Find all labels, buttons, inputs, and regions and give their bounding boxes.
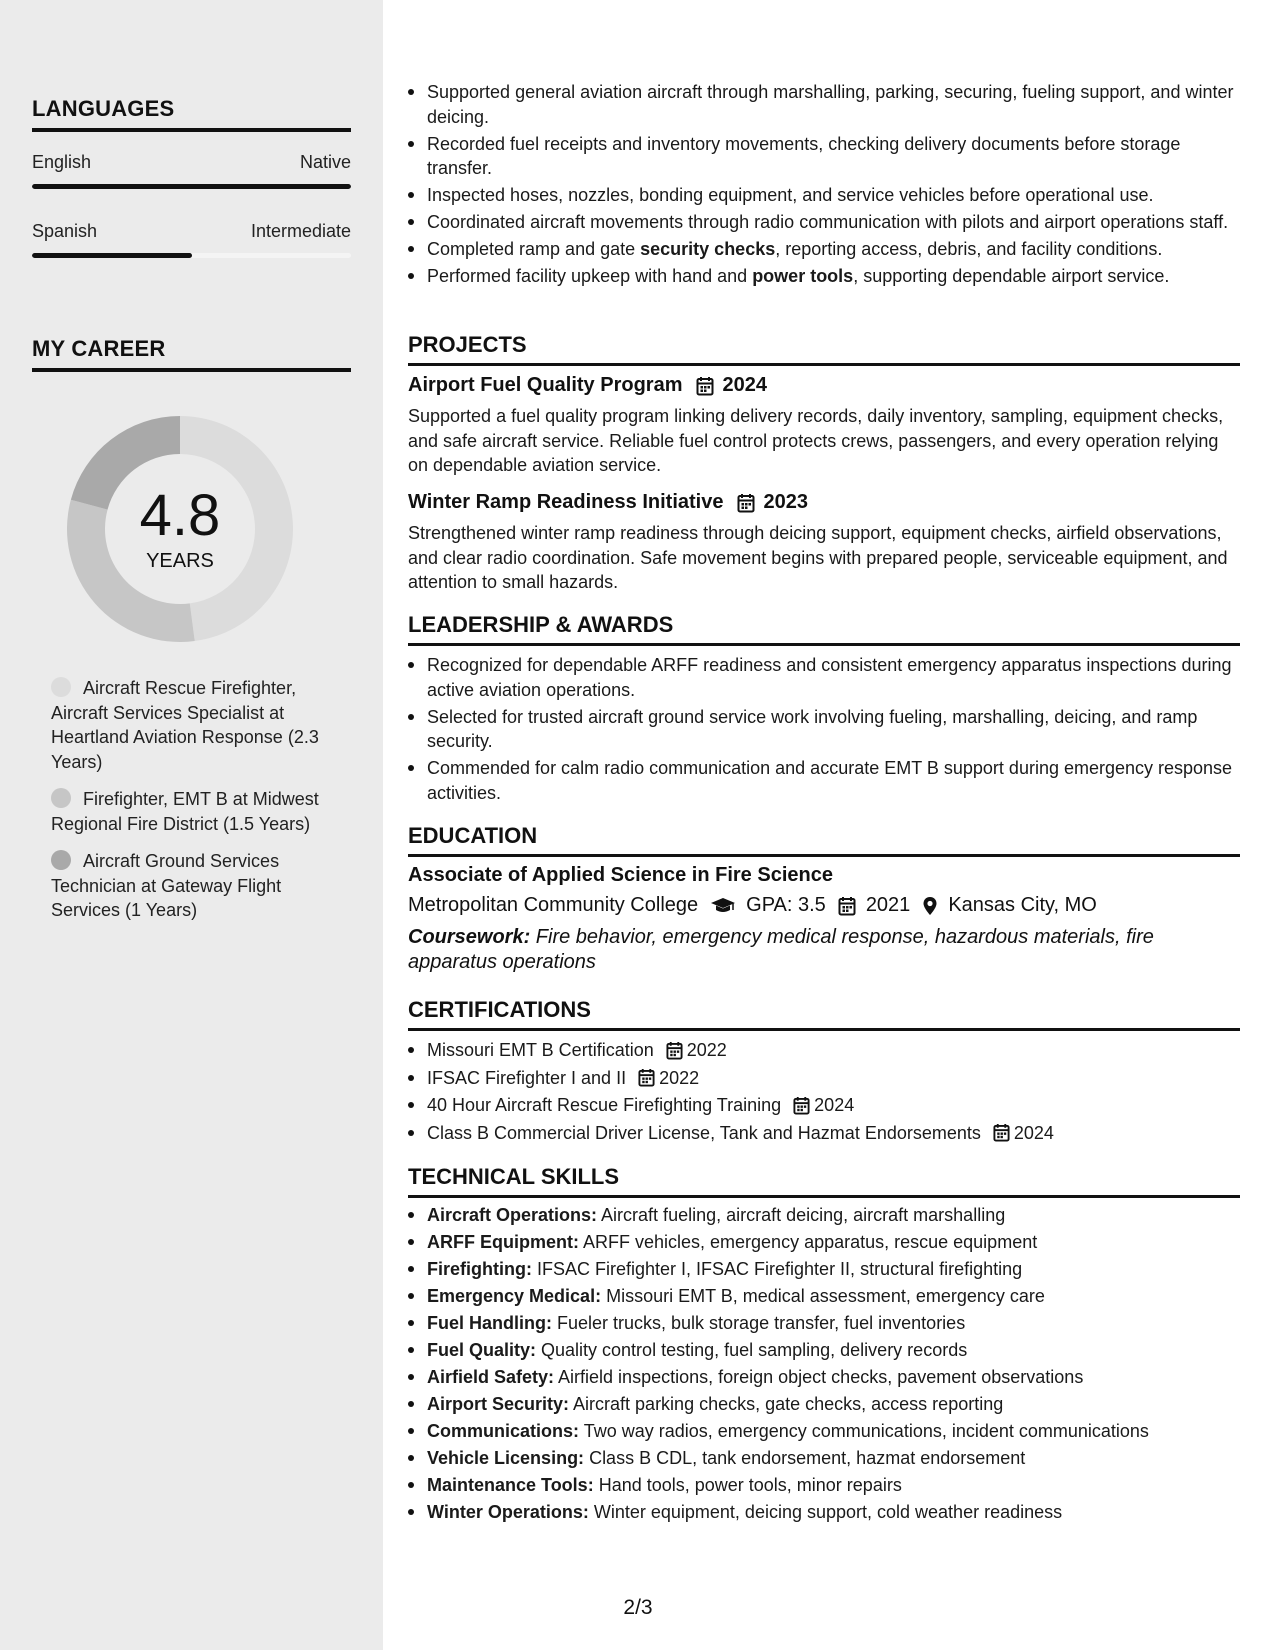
language-proficiency-fill — [32, 253, 192, 258]
experience-bullet — [405, 80, 1245, 129]
skill-item — [405, 1230, 1245, 1255]
education-location: Kansas City, MO — [948, 894, 1097, 916]
skill-item — [405, 1311, 1245, 1336]
calendar-icon — [838, 896, 856, 916]
career-item — [51, 676, 321, 774]
leadership-bullet: Commended for calm radio communication and accurate EMT B support during emergency response activities. — [405, 756, 1245, 805]
certification-row — [427, 1066, 1245, 1091]
certification-row — [427, 1038, 1245, 1063]
bullet-text: Recorded fuel receipts and inventory movements, checking delivery documents before storage transfer. — [427, 133, 1181, 178]
skill-item — [405, 1284, 1245, 1309]
skill-label: Maintenance Tools: — [427, 1475, 594, 1495]
skill-item — [405, 1446, 1245, 1471]
bullet-text: Completed ramp and gate — [427, 239, 641, 259]
certification-year: 2022 — [686, 1040, 727, 1060]
education-details — [408, 894, 1097, 917]
bullet-text: Inspected hoses, nozzles, bonding equipment, and service vehicles before operational use. — [427, 185, 1154, 205]
career-item — [51, 849, 321, 923]
career-list — [51, 676, 321, 936]
skill-item — [405, 1257, 1245, 1282]
page-number: 2/3 — [623, 1596, 653, 1619]
skill-text: ARFF vehicles, emergency apparatus, rescue equipment — [578, 1232, 1038, 1252]
bullet-text: , supporting dependable airport service. — [853, 266, 1170, 286]
bullet-text: Performed facility upkeep with hand and — [427, 266, 753, 286]
education-school: Metropolitan Community College — [408, 894, 699, 916]
career-item-text: Aircraft Rescue Firefighter, Aircraft Services Specialist at Heartland Aviation Response (2.3 Years) — [51, 678, 319, 772]
language-name: Spanish — [32, 221, 98, 241]
skill-text: Class B CDL, tank endorsement, hazmat endorsement — [584, 1448, 1026, 1468]
education-coursework — [408, 925, 1228, 974]
calendar-icon — [793, 1096, 810, 1115]
certification-year: 2022 — [659, 1067, 700, 1088]
certification-year: 2024 — [1013, 1122, 1054, 1143]
calendar-icon — [737, 493, 755, 513]
experience-bullet — [405, 237, 1245, 262]
career-total-value: 4.8 — [139, 483, 221, 548]
skill-label: Communications: — [427, 1421, 580, 1441]
project-title-row — [408, 374, 767, 397]
experience-bullet — [405, 132, 1245, 181]
legend-dot-icon — [51, 677, 71, 697]
skill-text: Two way radios, emergency communications, incident communications — [579, 1421, 1149, 1441]
skill-text: Airfield inspections, foreign object checks, pavement observations — [554, 1367, 1084, 1387]
skill-label: Firefighting: — [427, 1259, 532, 1279]
graduation-cap-icon — [710, 897, 736, 915]
skill-label: Emergency Medical: — [427, 1286, 602, 1306]
language-proficiency-bar — [32, 184, 351, 189]
skill-text: Aircraft fueling, aircraft deicing, aircraft marshalling — [597, 1205, 1006, 1225]
career-heading: MY CAREER — [32, 336, 351, 372]
legend-dot-icon — [51, 850, 71, 870]
skill-label: Airfield Safety: — [427, 1367, 555, 1387]
language-row-english — [32, 152, 351, 173]
bullet-emphasis: security checks — [640, 239, 776, 259]
certification-item — [405, 1121, 1245, 1146]
skill-label: Aircraft Operations: — [427, 1205, 598, 1225]
skills-list — [405, 1203, 1245, 1527]
language-level: Intermediate — [250, 221, 351, 241]
certification-year: 2024 — [814, 1095, 855, 1115]
coursework-label: Coursework: — [408, 926, 531, 948]
skill-text: IFSAC Firefighter I, IFSAC Firefighter II, structural firefighting — [531, 1259, 1023, 1279]
calendar-icon — [666, 1041, 683, 1060]
calendar-icon — [993, 1123, 1010, 1142]
bullet-emphasis: power tools — [752, 266, 854, 286]
education-degree: Associate of Applied Science in Fire Science — [408, 864, 833, 886]
language-level: Native — [299, 152, 351, 172]
skill-item — [405, 1338, 1245, 1363]
calendar-icon — [638, 1068, 655, 1087]
certification-name: 40 Hour Aircraft Rescue Firefighting Training — [427, 1095, 782, 1115]
bullet-text: , reporting access, debris, and facility conditions. — [775, 239, 1163, 259]
leadership-bullet: Selected for trusted aircraft ground service work involving fueling, marshalling, deicing, and ramp security. — [405, 705, 1245, 754]
skill-item — [405, 1500, 1245, 1525]
coursework-text: Fire behavior, emergency medical response, hazardous materials, fire apparatus operations — [408, 926, 1154, 973]
skill-item — [405, 1419, 1245, 1444]
skill-item — [405, 1473, 1245, 1498]
certification-row — [427, 1121, 1245, 1146]
skill-item — [405, 1203, 1245, 1228]
leadership-bullet-list — [405, 653, 1245, 808]
career-item-text: Firefighter, EMT B at Midwest Regional Fire District (1.5 Years) — [51, 789, 319, 834]
location-pin-icon — [922, 896, 938, 916]
skill-label: Fuel Quality: — [427, 1340, 537, 1360]
language-proficiency-bar — [32, 253, 351, 258]
certification-name: Class B Commercial Driver License, Tank and Hazmat Endorsements — [427, 1122, 981, 1143]
experience-bullet-list — [405, 80, 1245, 291]
bullet-text: Supported general aviation aircraft through marshalling, parking, securing, fueling support, and winter deicing. — [427, 82, 1234, 127]
calendar-icon — [696, 376, 714, 396]
certification-row — [427, 1093, 1245, 1118]
skill-item — [405, 1365, 1245, 1390]
language-name: English — [32, 152, 92, 172]
project-title: Airport Fuel Quality Program — [408, 374, 683, 396]
skill-text: Hand tools, power tools, minor repairs — [593, 1475, 902, 1495]
certification-item — [405, 1038, 1245, 1063]
skill-label: Fuel Handling: — [427, 1313, 552, 1333]
skill-text: Fueler trucks, bulk storage transfer, fuel inventories — [552, 1313, 966, 1333]
language-row-spanish — [32, 221, 351, 242]
experience-bullet — [405, 264, 1245, 289]
skill-label: Winter Operations: — [427, 1502, 589, 1522]
skill-label: ARFF Equipment: — [427, 1232, 579, 1252]
skills-heading: TECHNICAL SKILLS — [408, 1164, 1240, 1198]
bullet-text: Coordinated aircraft movements through radio communication with pilots and airport operations staff. — [427, 212, 1229, 232]
project-description: Strengthened winter ramp readiness through deicing support, equipment checks, airfield observations, and clear radio coordination. Safe movement begins with prepared people, serviceable equipment, and attention to small hazards. — [408, 523, 1228, 592]
sidebar — [0, 0, 383, 1650]
career-item — [51, 787, 321, 836]
skill-text: Missouri EMT B, medical assessment, emergency care — [601, 1286, 1045, 1306]
certification-name: Missouri EMT B Certification — [427, 1040, 654, 1060]
leadership-heading: LEADERSHIP & AWARDS — [408, 612, 1240, 646]
language-proficiency-fill — [32, 184, 351, 189]
project-title: Winter Ramp Readiness Initiative — [408, 491, 724, 513]
certification-item — [405, 1093, 1245, 1118]
education-year: 2021 — [865, 894, 911, 916]
experience-bullet — [405, 183, 1245, 208]
skill-label: Airport Security: — [427, 1394, 570, 1414]
certification-name: IFSAC Firefighter I and II — [427, 1067, 627, 1088]
certification-item — [405, 1066, 1245, 1091]
skill-text: Quality control testing, fuel sampling, delivery records — [536, 1340, 968, 1360]
education-gpa: GPA: 3.5 — [746, 894, 826, 916]
skill-text: Aircraft parking checks, gate checks, access reporting — [569, 1394, 1004, 1414]
certifications-heading: CERTIFICATIONS — [408, 997, 1240, 1031]
skill-label: Vehicle Licensing: — [427, 1448, 585, 1468]
projects-heading: PROJECTS — [408, 332, 1240, 366]
experience-bullet — [405, 210, 1245, 235]
project-title-row — [408, 491, 808, 514]
leadership-bullet: Recognized for dependable ARFF readiness and consistent emergency apparatus inspections during active aviation operations. — [405, 653, 1245, 702]
project-year: 2023 — [763, 491, 808, 513]
career-total-unit: YEARS — [146, 550, 214, 572]
career-item-text: Aircraft Ground Services Technician at Gateway Flight Services (1 Years) — [51, 851, 282, 920]
legend-dot-icon — [51, 788, 71, 808]
certifications-list — [405, 1038, 1245, 1148]
skill-text: Winter equipment, deicing support, cold weather readiness — [588, 1502, 1063, 1522]
skill-item — [405, 1392, 1245, 1417]
education-heading: EDUCATION — [408, 823, 1240, 857]
project-description: Supported a fuel quality program linking delivery records, daily inventory, sampling, equipment checks, and safe aircraft service. Reliable fuel control protects crews, passengers, and every operation relying on dependable aviation service. — [408, 406, 1224, 475]
project-year: 2024 — [722, 374, 767, 396]
languages-heading: LANGUAGES — [32, 96, 351, 132]
